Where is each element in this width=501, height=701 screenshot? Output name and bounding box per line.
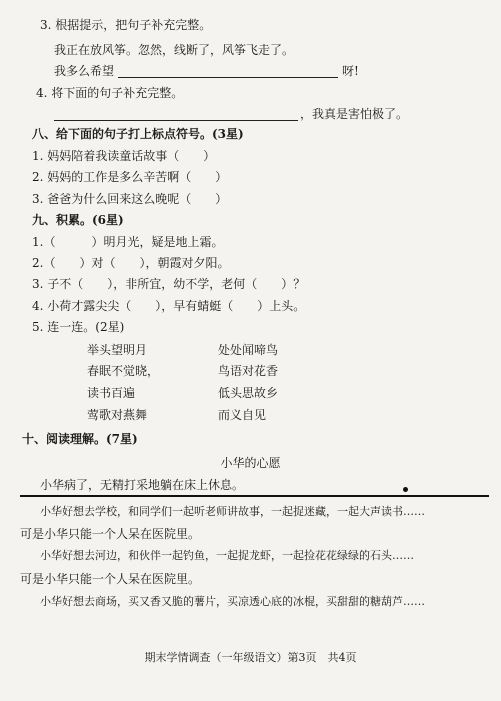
- q4-suffix: ，我真是害怕极了。: [300, 107, 409, 121]
- section-9-title: 九、积累。(6星): [32, 213, 124, 227]
- ink-spot-icon: [403, 487, 408, 492]
- story-line-5: 可是小华只能一个人呆在医院里。: [20, 572, 201, 586]
- match-left-1[interactable]: 举头望明月: [87, 343, 148, 357]
- sec9-item-5: 5. 连一连。(2星): [32, 320, 125, 334]
- sec8-item-2: 2. 妈妈的工作是多么辛苦啊（ ）: [32, 170, 228, 184]
- q4-answer-blank[interactable]: [54, 120, 298, 121]
- story-line-4: 小华好想去河边，和伙伴一起钓鱼，一起捉龙虾，一起捡花花绿绿的石头……: [40, 549, 414, 562]
- section-10-title: 十、阅读理解。(7星): [22, 432, 138, 446]
- match-right-1[interactable]: 处处闻啼鸟: [218, 343, 279, 357]
- section-8-title: 八、给下面的句子打上标点符号。(3星): [32, 127, 244, 141]
- sec8-item-3: 3. 爸爸为什么回来这么晚呢（ ）: [32, 192, 228, 206]
- q3-title: 3. 根据提示，把句子补充完整。: [40, 18, 212, 32]
- sec9-item-2: 2.（ ）对（ ），朝霞对夕阳。: [32, 256, 230, 270]
- q4-title: 4. 将下面的句子补充完整。: [36, 86, 184, 100]
- match-right-3[interactable]: 低头思故乡: [218, 386, 279, 400]
- tear-line: [20, 495, 489, 497]
- page-footer: 期末学情调查（一年级语文）第3页 共4页: [144, 651, 357, 664]
- story-line-1: 小华病了，无精打采地躺在床上休息。: [40, 478, 245, 492]
- q3-context: 我正在放风筝。忽然，线断了，风筝飞走了。: [54, 43, 295, 57]
- match-left-3[interactable]: 读书百遍: [87, 386, 136, 400]
- match-right-4[interactable]: 而义自见: [218, 408, 267, 422]
- match-right-2[interactable]: 鸟语对花香: [218, 364, 279, 378]
- q3-prefix: 我多么希望: [54, 64, 115, 78]
- sec9-item-3: 3. 子不（ ），非所宜，幼不学，老何（ ）？: [32, 277, 306, 291]
- story-title: 小华的心愿: [220, 456, 281, 470]
- sec9-item-4: 4. 小荷才露尖尖（ ），早有蜻蜓（ ）上头。: [32, 299, 306, 313]
- story-line-6: 小华好想去商场，买又香又脆的薯片，买凉透心底的冰棍，买甜甜的糖葫芦……: [40, 595, 425, 608]
- story-line-3: 可是小华只能一个人呆在医院里。: [20, 527, 201, 541]
- story-line-2: 小华好想去学校，和同学们一起听老师讲故事，一起捉迷藏，一起大声读书……: [40, 505, 425, 518]
- q3-suffix: 呀!: [342, 64, 359, 78]
- match-left-2[interactable]: 春眠不觉晓，: [87, 364, 160, 378]
- q3-answer-blank[interactable]: [118, 77, 338, 78]
- match-left-4[interactable]: 莺歌对燕舞: [87, 408, 148, 422]
- sec9-item-1: 1.（ ）明月光，疑是地上霜。: [32, 235, 224, 249]
- sec8-item-1: 1. 妈妈陪着我读童话故事（ ）: [32, 149, 216, 163]
